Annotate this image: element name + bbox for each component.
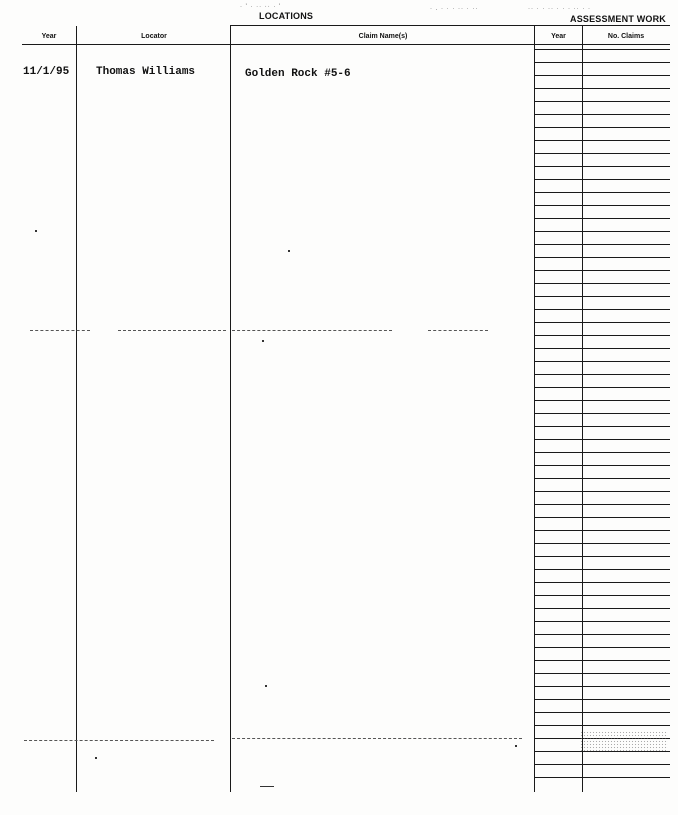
assessment-row-rule [534, 543, 670, 544]
assessment-row-rule [534, 335, 670, 336]
scan-speck [35, 230, 37, 232]
assessment-row-rule [534, 556, 670, 557]
assessment-row-rule [534, 699, 670, 700]
dashed-separator [232, 738, 522, 739]
assessment-row-rule [534, 127, 670, 128]
scan-speck [262, 340, 264, 342]
assessment-row-rule [534, 660, 670, 661]
assessment-row-rule [534, 88, 670, 89]
dashed-separator [24, 740, 214, 741]
assessment-row-rule [534, 530, 670, 531]
scan-noise: · ' · ·· ·· · ' [240, 4, 282, 10]
assessment-row-rule [534, 634, 670, 635]
assessment-row-rule [534, 179, 670, 180]
assessment-row-rule [534, 322, 670, 323]
locator-column-header: Locator [141, 33, 167, 40]
assessment-row-rule [534, 686, 670, 687]
assessment-work-section-title: ASSESSMENT WORK [570, 14, 667, 24]
assessment-row-rule [534, 517, 670, 518]
assessment-row-rule [534, 270, 670, 271]
dashed-separator [118, 330, 226, 331]
scan-speck [260, 786, 274, 787]
scan-speck [515, 745, 517, 747]
assessment-row-rule [534, 569, 670, 570]
assessment-row-rule [534, 712, 670, 713]
assessment-row-rule [534, 582, 670, 583]
assessment-row-rule [534, 114, 670, 115]
year-column-header: Year [41, 33, 57, 40]
assessment-row-rule [534, 764, 670, 765]
assessment-row-rule [534, 153, 670, 154]
assessment-row-rule [534, 374, 670, 375]
assessment-row-rule [534, 192, 670, 193]
assessment-row-rule [534, 309, 670, 310]
assessment-row-rule [534, 725, 670, 726]
dashed-separator [428, 330, 488, 331]
locations-section-title: LOCATIONS [259, 11, 314, 21]
assessment-row-rule [534, 387, 670, 388]
locator-claims-divider [230, 26, 231, 792]
header-bottom-rule [22, 44, 670, 45]
assessment-row-rule [534, 465, 670, 466]
scan-speck [95, 757, 97, 759]
entry-locator: Thomas Williams [96, 66, 196, 78]
assessment-year-column-header: Year [551, 33, 566, 40]
assessment-row-rule [534, 621, 670, 622]
header-top-rule [230, 25, 670, 26]
scan-smudge [580, 731, 668, 753]
assessment-row-rule [534, 140, 670, 141]
assessment-row-rule [534, 244, 670, 245]
assessment-row-rule [534, 777, 670, 778]
entry-claim-names: Golden Rock #5-6 [245, 68, 351, 80]
assessment-row-rule [534, 62, 670, 63]
scan-noise: ·· · · ·· · · · ·· · · [528, 6, 591, 12]
assessment-row-rule [534, 439, 670, 440]
assessment-row-rule [534, 361, 670, 362]
assessment-row-rule [534, 452, 670, 453]
assessment-row-rule [534, 400, 670, 401]
assessment-row-rule [534, 205, 670, 206]
assessment-row-rule [534, 478, 670, 479]
assessment-row-rule [534, 673, 670, 674]
assessment-row-rule [534, 426, 670, 427]
assessment-row-rule [534, 283, 670, 284]
assessment-row-rule [534, 608, 670, 609]
entry-year: 11/1/95 [23, 66, 70, 78]
assessment-row-rule [534, 595, 670, 596]
assessment-row-rule [534, 218, 670, 219]
scan-noise: · . · · · ·· · ·· [430, 6, 479, 12]
header-bottom-rule-2 [534, 49, 670, 50]
assessment-row-rule [534, 504, 670, 505]
assessment-row-rule [534, 257, 670, 258]
assessment-row-rule [534, 413, 670, 414]
scan-speck [265, 685, 267, 687]
assessment-row-rule [534, 231, 670, 232]
assessment-row-rule [534, 348, 670, 349]
no-claims-column-header: No. Claims [607, 33, 645, 40]
assessment-row-rule [534, 75, 670, 76]
dashed-separator [30, 330, 90, 331]
assessment-row-rule [534, 647, 670, 648]
scan-speck [288, 250, 290, 252]
assessment-row-rule [534, 101, 670, 102]
dashed-separator [232, 330, 392, 331]
assessment-row-rule [534, 491, 670, 492]
claim-names-column-header: Claim Name(s) [358, 33, 408, 40]
year-locator-divider [76, 26, 77, 792]
assessment-row-rule [534, 166, 670, 167]
assessment-row-rule [534, 296, 670, 297]
